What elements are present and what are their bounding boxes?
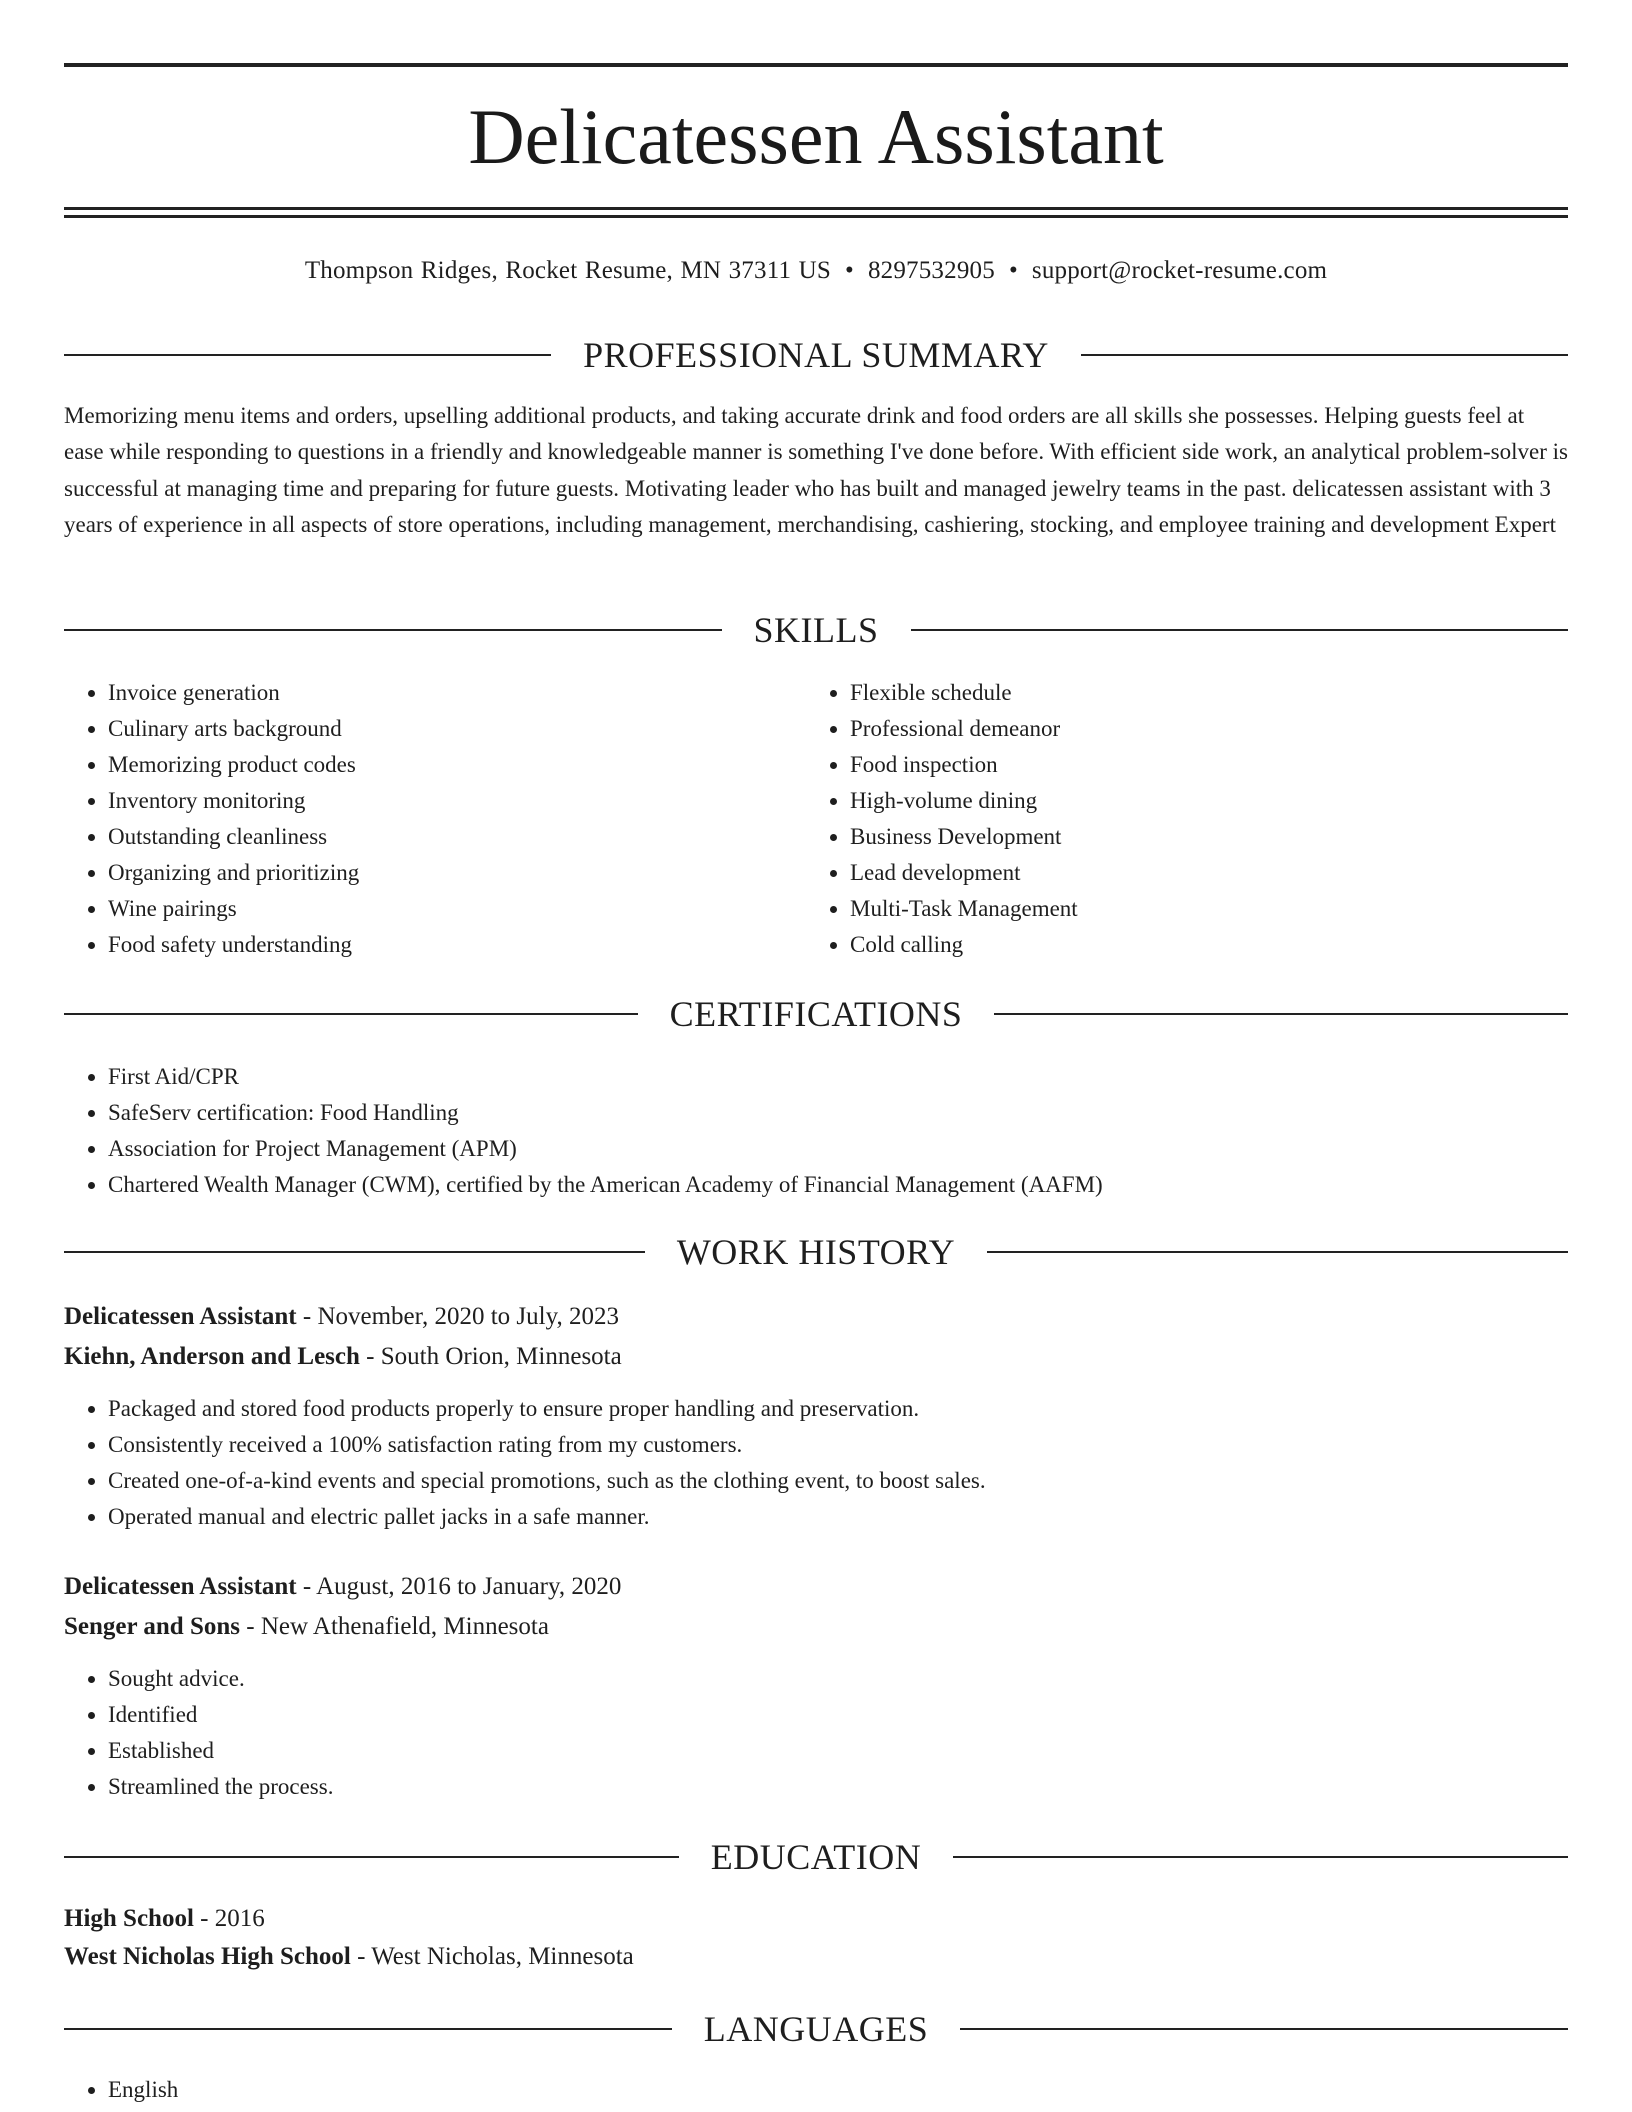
education-degree-line	[64, 1899, 1568, 1939]
section-rule	[1081, 354, 1568, 356]
contact-separator: •	[844, 257, 854, 284]
job-location: - New Athenafield, Minnesota	[240, 1613, 549, 1640]
job-dates: - November, 2020 to July, 2023	[296, 1303, 619, 1330]
section-header-work-history	[64, 1230, 1568, 1274]
certification-item: • First Aid/CPR	[108, 1059, 1568, 1095]
section-rule	[953, 1856, 1568, 1858]
section-header-languages	[64, 2007, 1568, 2051]
skill-item: • Inventory monitoring	[108, 783, 808, 819]
contact-address: Thompson Ridges, Rocket Resume, MN 37311 US	[304, 257, 831, 284]
section-title: PROFESSIONAL SUMMARY	[583, 335, 1049, 375]
education-degree: High School	[64, 1905, 194, 1932]
job-title: Delicatessen Assistant	[64, 1303, 297, 1330]
section-rule	[64, 1251, 645, 1253]
section-rule	[64, 354, 551, 356]
job-bullet: • Operated manual and electric pallet jacks in a safe manner.	[108, 1499, 1568, 1535]
skill-item: • Invoice generation	[108, 675, 808, 711]
skill-item: • Multi-Task Management	[850, 891, 1550, 927]
job-bullet: • Identified	[108, 1697, 1568, 1733]
certification-item: • SafeServ certification: Food Handling	[108, 1095, 1568, 1131]
top-rule	[64, 63, 1568, 67]
job-bullet: • Consistently received a 100% satisfaction rating from my customers.	[108, 1427, 1568, 1463]
section-title: EDUCATION	[710, 1837, 922, 1877]
skill-item: • Culinary arts background	[108, 711, 808, 747]
job-company: Senger and Sons	[64, 1613, 240, 1640]
certifications-list	[64, 1059, 1568, 1203]
job-bullet: • Packaged and stored food products properly to ensure proper handling and preservation.	[108, 1391, 1568, 1427]
education-location: - West Nicholas, Minnesota	[350, 1943, 634, 1970]
certification-item: • Association for Project Management (APM)	[108, 1131, 1568, 1167]
skills-list-left	[64, 675, 808, 963]
job-company-line	[64, 1337, 1568, 1377]
languages-list	[64, 2072, 1568, 2108]
contact-line	[64, 253, 1568, 289]
education-school: West Nicholas High School	[64, 1943, 351, 1970]
resume-title: Delicatessen Assistant	[468, 93, 1164, 180]
skill-item: • Business Development	[850, 819, 1550, 855]
skill-item: • Professional demeanor	[850, 711, 1550, 747]
title-rule-upper	[64, 207, 1568, 210]
section-title: CERTIFICATIONS	[669, 994, 963, 1034]
job-company: Kiehn, Anderson and Lesch	[64, 1343, 360, 1370]
section-rule	[960, 2028, 1568, 2030]
job-bullet: • Created one-of-a-kind events and special promotions, such as the clothing event, to boost sales.	[108, 1463, 1568, 1499]
skill-item: • Food safety understanding	[108, 927, 808, 963]
skill-item: • Memorizing product codes	[108, 747, 808, 783]
job-bullet: • Sought advice.	[108, 1661, 1568, 1697]
job-bullets	[64, 1661, 1568, 1805]
education-school-line	[64, 1937, 1568, 1977]
section-rule	[64, 2028, 672, 2030]
job-title-line	[64, 1297, 1568, 1337]
job-company-line	[64, 1607, 1568, 1647]
section-header-summary	[64, 333, 1568, 377]
section-title: SKILLS	[753, 610, 879, 650]
section-rule	[64, 629, 722, 631]
job-title-line	[64, 1567, 1568, 1607]
summary-text: Memorizing menu items and orders, upselling additional products, and taking accurate drink and food orders are all skills she possesses. Helping guests feel at ease while responding to questions in a friendly and knowledgeable manner is something I've done before. With efficient side work, an analytical problem-solver is successful at managing time and preparing for future guests. Motivating leader who has built and managed jewelry teams in the past. delicatessen assistant with 3 years of experience in all aspects of store operations, including management, merchandising, cashiering, stocking, and employee training and development Expert	[64, 403, 1568, 537]
section-title: LANGUAGES	[703, 2009, 929, 2049]
section-rule	[911, 629, 1569, 631]
skill-item: • Flexible schedule	[850, 675, 1550, 711]
section-header-education	[64, 1835, 1568, 1879]
education-year: - 2016	[193, 1905, 265, 1932]
skill-item: • Cold calling	[850, 927, 1550, 963]
skill-item: • High-volume dining	[850, 783, 1550, 819]
section-title: WORK HISTORY	[676, 1232, 956, 1272]
skill-item: • Outstanding cleanliness	[108, 819, 808, 855]
skills-list-right	[806, 675, 1550, 963]
title-rule-lower	[64, 215, 1568, 218]
section-rule	[64, 1013, 638, 1015]
skill-item: • Organizing and prioritizing	[108, 855, 808, 891]
skill-item: • Wine pairings	[108, 891, 808, 927]
job-bullet: • Established	[108, 1733, 1568, 1769]
job-location: - South Orion, Minnesota	[359, 1343, 622, 1370]
section-header-certifications	[64, 992, 1568, 1036]
job-bullet: • Streamlined the process.	[108, 1769, 1568, 1805]
section-header-skills	[64, 608, 1568, 652]
section-rule	[987, 1251, 1568, 1253]
contact-separator: •	[1008, 257, 1018, 284]
contact-email[interactable]: support@rocket-resume.com	[1031, 257, 1328, 284]
language-item: • English	[108, 2072, 1568, 2108]
certification-item: • Chartered Wealth Manager (CWM), certified by the American Academy of Financial Management (AAFM)	[108, 1167, 1568, 1203]
job-bullets	[64, 1391, 1568, 1535]
section-rule	[994, 1013, 1568, 1015]
job-title: Delicatessen Assistant	[64, 1573, 297, 1600]
contact-phone: 8297532905	[867, 257, 995, 284]
skill-item: • Lead development	[850, 855, 1550, 891]
job-dates: - August, 2016 to January, 2020	[296, 1573, 622, 1600]
skill-item: • Food inspection	[850, 747, 1550, 783]
section-rule	[64, 1856, 679, 1858]
